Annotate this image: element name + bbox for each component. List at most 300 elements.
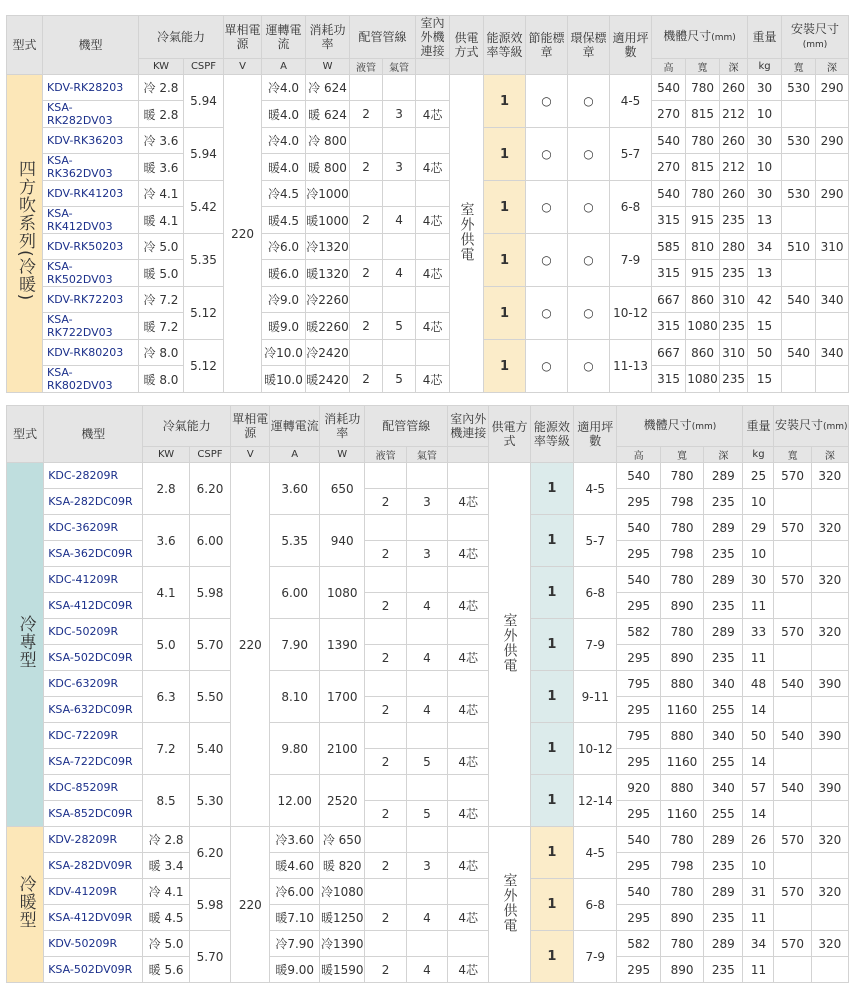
- gas-pipe: 5: [383, 366, 416, 393]
- current-heat: 暖4.60: [270, 853, 320, 879]
- blank: [816, 366, 849, 393]
- dim-indoor: 667: [652, 340, 686, 366]
- table-row: [7, 154, 849, 181]
- table-row: [7, 619, 849, 645]
- cspf: 5.98: [189, 567, 230, 619]
- dim-outdoor: 14: [743, 697, 774, 723]
- voltage: 220: [224, 75, 262, 393]
- dim-outdoor: 890: [660, 645, 703, 671]
- blank: [416, 181, 450, 207]
- dim-outdoor: 235: [704, 905, 743, 931]
- dim-indoor: 540: [774, 775, 811, 801]
- dim-indoor: 667: [652, 287, 686, 313]
- dim-indoor: 33: [743, 619, 774, 645]
- dim-outdoor: 11: [743, 645, 774, 671]
- dim-indoor: 30: [748, 75, 782, 101]
- model-indoor: KDC-36209R: [44, 515, 143, 541]
- area: 9-11: [574, 671, 617, 723]
- current-heat: 暖4.0: [262, 154, 306, 181]
- dim-indoor: 780: [660, 827, 703, 853]
- blank: [811, 541, 848, 567]
- table-row: [7, 749, 849, 775]
- hdr2-phase: 單相電源: [231, 406, 270, 447]
- blank: [406, 931, 447, 957]
- hdr2-eff: 能源效率等級: [530, 406, 573, 463]
- model-indoor: KDV-RK36203: [43, 128, 139, 154]
- dim-indoor: 42: [748, 287, 782, 313]
- kw-cool: 冷 5.0: [139, 234, 184, 260]
- spec-table-wall: [6, 405, 849, 983]
- blank: [811, 957, 848, 983]
- power: 2520: [319, 775, 364, 827]
- hdr-weight: 重量: [748, 16, 782, 59]
- liquid-pipe: 2: [350, 260, 383, 287]
- energy-label-mark: ○: [526, 340, 568, 393]
- hdr2-wd: 寬: [660, 447, 703, 463]
- current-cool: 冷4.5: [262, 181, 306, 207]
- hdr-energy-label: 節能標章: [526, 16, 568, 75]
- current: 8.10: [270, 671, 320, 723]
- dim-outdoor: 255: [704, 801, 743, 827]
- dim-outdoor: 11: [743, 905, 774, 931]
- dim-outdoor: 235: [704, 541, 743, 567]
- dim-indoor: 540: [617, 567, 660, 593]
- dim-outdoor: 798: [660, 853, 703, 879]
- liquid-pipe: 2: [350, 207, 383, 234]
- dim-indoor: 540: [774, 723, 811, 749]
- energy-label-mark: ○: [526, 287, 568, 340]
- blank: [365, 931, 406, 957]
- dim-outdoor: 915: [686, 207, 720, 234]
- kw-cool: 冷 3.6: [139, 128, 184, 154]
- dim-outdoor: 235: [704, 853, 743, 879]
- hdr-eco-label: 環保標章: [568, 16, 610, 75]
- current-cool: 冷9.0: [262, 287, 306, 313]
- area: 10-12: [574, 723, 617, 775]
- kw-heat: 暖 5.6: [143, 957, 189, 983]
- hdr2-w: W: [319, 447, 364, 463]
- kw-cool: 冷 2.8: [143, 827, 189, 853]
- efficiency-level: 1: [530, 515, 573, 567]
- current: 5.35: [270, 515, 320, 567]
- efficiency-level: 1: [530, 463, 573, 515]
- model-outdoor: KSA-RK282DV03: [43, 101, 139, 128]
- model-outdoor: KSA-RK502DV03: [43, 260, 139, 287]
- liquid-pipe: 2: [365, 593, 406, 619]
- model-indoor: KDV-RK50203: [43, 234, 139, 260]
- dim-indoor: 340: [816, 287, 849, 313]
- table-row: [7, 801, 849, 827]
- area: 5-7: [610, 128, 652, 181]
- dim-indoor: 340: [704, 723, 743, 749]
- table-row: [7, 489, 849, 515]
- table-row: [7, 957, 849, 983]
- dim-outdoor: 295: [617, 489, 660, 515]
- area: 4-5: [574, 463, 617, 515]
- table-row: [7, 463, 849, 489]
- current: 9.80: [270, 723, 320, 775]
- hdr2-type: 型式: [7, 406, 44, 463]
- dim-outdoor: 235: [720, 313, 748, 340]
- hdr-power: 消耗功率: [306, 16, 350, 59]
- liquid-pipe: 2: [365, 801, 406, 827]
- dim-indoor: 585: [652, 234, 686, 260]
- dim-indoor: 310: [720, 340, 748, 366]
- table-row: [7, 723, 849, 749]
- supply-type-text: 室外供電: [501, 872, 518, 933]
- dim-indoor: 780: [686, 128, 720, 154]
- series-label: [7, 463, 44, 827]
- connection-wire: 4芯: [416, 154, 450, 181]
- blank: [811, 853, 848, 879]
- dim-outdoor: 235: [704, 645, 743, 671]
- table-row: [7, 671, 849, 697]
- area: 4-5: [574, 827, 617, 879]
- hdr2-liquid: 液管: [365, 447, 406, 463]
- cspf: 5.42: [184, 181, 224, 234]
- eco-label-mark: ○: [568, 340, 610, 393]
- dim-outdoor: 10: [743, 853, 774, 879]
- blank: [383, 340, 416, 366]
- connection-wire: 4芯: [448, 749, 489, 775]
- model-outdoor: KSA-722DC09R: [44, 749, 143, 775]
- series-label: [7, 827, 44, 983]
- energy-label-mark: ○: [526, 75, 568, 128]
- connection-wire: 4芯: [448, 489, 489, 515]
- efficiency-level: 1: [484, 128, 526, 181]
- dim-indoor: 34: [748, 234, 782, 260]
- table-row: [7, 128, 849, 154]
- current: 6.00: [270, 567, 320, 619]
- dim-indoor: 57: [743, 775, 774, 801]
- area: 7-9: [610, 234, 652, 287]
- power: 1080: [319, 567, 364, 619]
- blank: [406, 619, 447, 645]
- connection-wire: 4芯: [448, 645, 489, 671]
- dim-indoor: 26: [743, 827, 774, 853]
- blank: [774, 541, 811, 567]
- model-outdoor: KSA-282DV09R: [44, 853, 143, 879]
- hdr-current: 運轉電流: [262, 16, 306, 59]
- blank: [383, 128, 416, 154]
- cspf: 5.50: [189, 671, 230, 723]
- energy-label-mark: ○: [526, 181, 568, 234]
- hdr2-model: 機型: [44, 406, 143, 463]
- liquid-pipe: 2: [365, 957, 406, 983]
- efficiency-level: 1: [530, 671, 573, 723]
- dim-indoor: 320: [811, 827, 848, 853]
- kw-cool: 冷 4.1: [139, 181, 184, 207]
- blank: [811, 697, 848, 723]
- blank: [782, 207, 816, 234]
- power: 1390: [319, 619, 364, 671]
- blank: [350, 75, 383, 101]
- hdr2-piping: 配管管線: [365, 406, 448, 447]
- hdr-type: 型式: [7, 16, 43, 75]
- cspf: 5.12: [184, 340, 224, 393]
- current-heat: 暖4.0: [262, 101, 306, 128]
- gas-pipe: 3: [406, 489, 447, 515]
- power-heat: 暖1000: [306, 207, 350, 234]
- power-cool: 冷1080: [319, 879, 364, 905]
- current-heat: 暖9.0: [262, 313, 306, 340]
- hdr-wd: 寬: [686, 59, 720, 75]
- dim-outdoor: 11: [743, 593, 774, 619]
- dim-indoor: 340: [816, 340, 849, 366]
- dim-outdoor: 255: [704, 697, 743, 723]
- current-cool: 冷7.90: [270, 931, 320, 957]
- cspf: 5.98: [189, 879, 230, 931]
- current: 3.60: [270, 463, 320, 515]
- supply-type: [489, 827, 530, 983]
- kw-heat: 暖 3.4: [143, 853, 189, 879]
- power-heat: 暖2420: [306, 366, 350, 393]
- model-indoor: KDV-RK72203: [43, 287, 139, 313]
- liquid-pipe: 2: [350, 366, 383, 393]
- blank: [365, 723, 406, 749]
- kw-cool: 冷 2.8: [139, 75, 184, 101]
- series-label-text: 四方吹系列(冷暖): [15, 160, 35, 302]
- gas-pipe: 4: [406, 697, 447, 723]
- dim-outdoor: 1160: [660, 697, 703, 723]
- table-row: [7, 853, 849, 879]
- dim-indoor: 260: [720, 128, 748, 154]
- power-heat: 暖2260: [306, 313, 350, 340]
- table-row: [7, 287, 849, 313]
- kw: 4.1: [143, 567, 189, 619]
- dim-indoor: 540: [782, 287, 816, 313]
- cspf: 5.70: [189, 619, 230, 671]
- dim-outdoor: 295: [617, 957, 660, 983]
- blank: [350, 234, 383, 260]
- model-outdoor: KSA-RK802DV03: [43, 366, 139, 393]
- model-outdoor: KSA-412DV09R: [44, 905, 143, 931]
- hdr-liquid: 液管: [350, 59, 383, 75]
- connection-wire: 4芯: [448, 853, 489, 879]
- blank: [811, 593, 848, 619]
- dim-outdoor: 10: [743, 489, 774, 515]
- dim-outdoor: 815: [686, 101, 720, 128]
- current: 12.00: [270, 775, 320, 827]
- dim-outdoor: 270: [652, 101, 686, 128]
- liquid-pipe: 2: [365, 905, 406, 931]
- dim-indoor: 320: [811, 879, 848, 905]
- dim-indoor: 570: [774, 567, 811, 593]
- liquid-pipe: 2: [365, 853, 406, 879]
- blank: [365, 879, 406, 905]
- efficiency-level: 1: [484, 75, 526, 128]
- kw-heat: 暖 5.0: [139, 260, 184, 287]
- dim-outdoor: 295: [617, 853, 660, 879]
- dim-indoor: 320: [811, 931, 848, 957]
- series-label-text: 冷暖型: [15, 875, 36, 929]
- blank: [365, 619, 406, 645]
- power-cool: 冷1390: [319, 931, 364, 957]
- table-row: [7, 775, 849, 801]
- blank: [448, 567, 489, 593]
- dim-indoor: 289: [704, 515, 743, 541]
- cspf: 5.12: [184, 287, 224, 340]
- hdr-phase: 單相電源: [224, 16, 262, 59]
- cspf: 5.40: [189, 723, 230, 775]
- power: 1700: [319, 671, 364, 723]
- dim-indoor: 260: [720, 181, 748, 207]
- dim-outdoor: 1160: [660, 801, 703, 827]
- blank: [782, 101, 816, 128]
- model-outdoor: KSA-362DC09R: [44, 541, 143, 567]
- dim-outdoor: 11: [743, 957, 774, 983]
- hdr-dims: 機體尺寸(mm): [652, 16, 748, 59]
- liquid-pipe: 2: [365, 697, 406, 723]
- model-indoor: KDC-41209R: [44, 567, 143, 593]
- power-cool: 冷 800: [306, 128, 350, 154]
- dim-indoor: 530: [782, 75, 816, 101]
- energy-label-mark: ○: [526, 128, 568, 181]
- kw-heat: 暖 8.0: [139, 366, 184, 393]
- dim-indoor: 860: [686, 287, 720, 313]
- hdr2-a: A: [270, 447, 320, 463]
- kw-cool: 冷 4.1: [143, 879, 189, 905]
- dim-outdoor: 15: [748, 313, 782, 340]
- cspf: 5.94: [184, 75, 224, 128]
- series-label-text: 冷專型: [15, 615, 36, 669]
- dim-indoor: 795: [617, 723, 660, 749]
- dim-outdoor: 315: [652, 366, 686, 393]
- gas-pipe: 4: [383, 260, 416, 287]
- gas-pipe: 3: [406, 853, 447, 879]
- blank: [782, 154, 816, 181]
- table-row: [7, 931, 849, 957]
- table-row: [7, 827, 849, 853]
- dim-indoor: 390: [811, 671, 848, 697]
- efficiency-level: 1: [530, 879, 573, 931]
- dim-indoor: 540: [652, 181, 686, 207]
- dim-indoor: 540: [652, 75, 686, 101]
- dim-indoor: 920: [617, 775, 660, 801]
- area: 6-8: [610, 181, 652, 234]
- supply-type-text: 室外供電: [501, 612, 518, 673]
- area: 7-9: [574, 619, 617, 671]
- dim-indoor: 320: [811, 515, 848, 541]
- connection-wire: 4芯: [416, 366, 450, 393]
- cspf: 5.35: [184, 234, 224, 287]
- dim-indoor: 34: [743, 931, 774, 957]
- blank: [811, 489, 848, 515]
- dim-indoor: 30: [743, 567, 774, 593]
- connection-wire: 4芯: [448, 541, 489, 567]
- dim-indoor: 390: [811, 723, 848, 749]
- hdr2-d: 深: [704, 447, 743, 463]
- power-cool: 冷2260: [306, 287, 350, 313]
- dim-outdoor: 890: [660, 905, 703, 931]
- model-outdoor: KSA-RK362DV03: [43, 154, 139, 181]
- table-row: [7, 366, 849, 393]
- kw-cool: 冷 7.2: [139, 287, 184, 313]
- blank: [406, 723, 447, 749]
- dim-indoor: 540: [617, 827, 660, 853]
- hdr2-cspf: CSPF: [189, 447, 230, 463]
- power-heat: 暖1320: [306, 260, 350, 287]
- dim-indoor: 582: [617, 619, 660, 645]
- blank: [811, 905, 848, 931]
- dim-indoor: 860: [686, 340, 720, 366]
- eco-label-mark: ○: [568, 75, 610, 128]
- efficiency-level: 1: [530, 827, 573, 879]
- connection-wire: 4芯: [448, 801, 489, 827]
- current-cool: 冷6.0: [262, 234, 306, 260]
- table-row: [7, 313, 849, 340]
- dim-indoor: 320: [811, 463, 848, 489]
- hdr2-kw: KW: [143, 447, 189, 463]
- blank: [774, 853, 811, 879]
- voltage: 220: [231, 827, 270, 983]
- hdr-supply: 供電方式: [450, 16, 484, 75]
- dim-outdoor: 14: [743, 749, 774, 775]
- liquid-pipe: 2: [350, 154, 383, 181]
- table-row: [7, 181, 849, 207]
- dim-indoor: 780: [686, 75, 720, 101]
- blank: [448, 463, 489, 489]
- hdr-cooling: 冷氣能力: [139, 16, 224, 59]
- model-outdoor: KSA-852DC09R: [44, 801, 143, 827]
- blank: [406, 567, 447, 593]
- model-indoor: KDC-85209R: [44, 775, 143, 801]
- kw-cool: 冷 5.0: [143, 931, 189, 957]
- liquid-pipe: 2: [350, 101, 383, 128]
- hdr2-power: 消耗功率: [319, 406, 364, 447]
- model-outdoor: KSA-502DV09R: [44, 957, 143, 983]
- dim-outdoor: 270: [652, 154, 686, 181]
- blank: [782, 366, 816, 393]
- hdr-w: W: [306, 59, 350, 75]
- table-row: [7, 697, 849, 723]
- power-heat: 暖 800: [306, 154, 350, 181]
- current-heat: 暖10.0: [262, 366, 306, 393]
- model-indoor: KDV-50209R: [44, 931, 143, 957]
- hdr2-conn: 室內外機連接: [448, 406, 489, 447]
- blank: [365, 775, 406, 801]
- hdr-install-w: 寬: [782, 59, 816, 75]
- dim-indoor: 795: [617, 671, 660, 697]
- blank: [774, 905, 811, 931]
- blank: [448, 775, 489, 801]
- kw: 2.8: [143, 463, 189, 515]
- dim-indoor: 29: [743, 515, 774, 541]
- table-row: [7, 260, 849, 287]
- model-outdoor: KSA-RK722DV03: [43, 313, 139, 340]
- table-row: [7, 645, 849, 671]
- dim-outdoor: 235: [720, 260, 748, 287]
- efficiency-level: 1: [530, 567, 573, 619]
- kw: 6.3: [143, 671, 189, 723]
- hdr2-weight: 重量: [743, 406, 774, 447]
- table-row: [7, 340, 849, 366]
- dim-outdoor: 315: [652, 260, 686, 287]
- dim-indoor: 30: [748, 181, 782, 207]
- model-outdoor: KSA-632DC09R: [44, 697, 143, 723]
- blank: [350, 128, 383, 154]
- dim-outdoor: 1080: [686, 366, 720, 393]
- current-cool: 冷4.0: [262, 75, 306, 101]
- dim-indoor: 780: [660, 515, 703, 541]
- dim-indoor: 530: [782, 181, 816, 207]
- area: 6-8: [574, 567, 617, 619]
- area: 10-12: [610, 287, 652, 340]
- hdr2-install: 安裝尺寸(mm): [774, 406, 849, 447]
- gas-pipe: 3: [406, 541, 447, 567]
- dim-indoor: 30: [748, 128, 782, 154]
- dim-outdoor: 295: [617, 801, 660, 827]
